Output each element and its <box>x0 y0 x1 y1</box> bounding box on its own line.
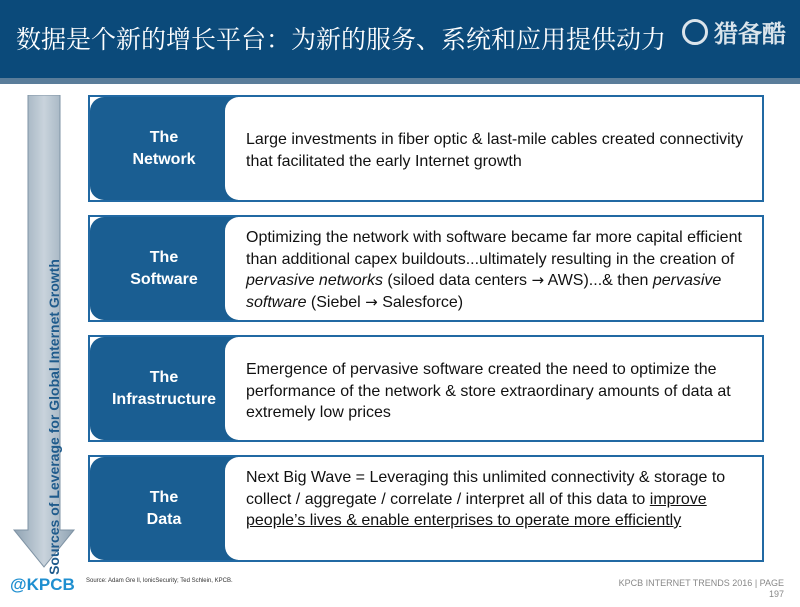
desc-part: AWS)...& then <box>544 272 653 289</box>
description-network: Large investments in fiber optic & last-mile cables created connectivity that facilitated the early Internet growth <box>246 131 744 170</box>
description-infrastructure: Emergence of pervasive software created the need to optimize the performance of the network & store extraordinary amounts of data at extremely low prices <box>246 361 731 421</box>
page-number: 197 <box>768 589 784 599</box>
desc-part: Optimizing the network with software became far more capital efficient than additional capex buildouts...ultimately resulting in the creation of <box>246 229 742 268</box>
desc-underlined: improve people’s lives & enable enterprises to operate more efficiently <box>246 490 707 529</box>
right-arrow-icon: → <box>531 271 545 289</box>
desc-part: (Siebel <box>306 293 366 311</box>
description-data <box>246 467 754 532</box>
kpcb-logo: @KPCB <box>10 575 75 594</box>
slide-title: 数据是个新的增长平台：为新的服务、系统和应用提供动力 <box>16 25 667 54</box>
row-infrastructure <box>88 335 764 442</box>
header-bar <box>0 0 800 78</box>
leverage-arrow <box>8 95 80 575</box>
label-line: The <box>149 128 179 146</box>
report-name: KPCB INTERNET TRENDS 2016 | PAGE <box>618 578 784 588</box>
watermark-text: 猎备酷 <box>714 20 786 48</box>
label-line: The <box>149 368 179 386</box>
description-software <box>246 227 754 313</box>
label-network <box>90 97 238 200</box>
footer-page-info <box>619 578 784 600</box>
label-line: Network <box>132 150 196 168</box>
label-infrastructure <box>90 337 238 440</box>
watermark-logo <box>682 14 786 49</box>
label-software <box>90 217 238 320</box>
label-line: Data <box>146 510 182 528</box>
row-software <box>88 215 764 322</box>
row-network <box>88 95 764 202</box>
desc-part: (siloed data centers <box>382 272 532 289</box>
watermark-circle-icon <box>682 19 708 45</box>
header-stripe <box>0 78 800 84</box>
desc-italic: pervasive networks <box>246 272 383 289</box>
label-line: Infrastructure <box>111 390 217 408</box>
label-data <box>90 457 238 560</box>
arrow-label: Sources of Leverage for Global Internet Growth <box>46 259 62 575</box>
down-arrow-icon <box>8 95 80 570</box>
label-line: The <box>149 488 179 506</box>
label-line: The <box>149 248 179 266</box>
desc-part: Next Big Wave = Leveraging this unlimited connectivity & storage to collect / aggregate / correlate / interpret all of this data to <box>246 469 726 508</box>
desc-italic: pervasive software <box>246 272 722 311</box>
desc-part: Salesforce) <box>377 293 464 311</box>
right-arrow-icon: → <box>365 292 378 311</box>
label-line: Software <box>130 270 198 288</box>
row-data <box>88 455 764 562</box>
source-note: Source: Adam Gre ll, lonicSecurity; Ted Schlein, KPCB. <box>86 578 233 584</box>
